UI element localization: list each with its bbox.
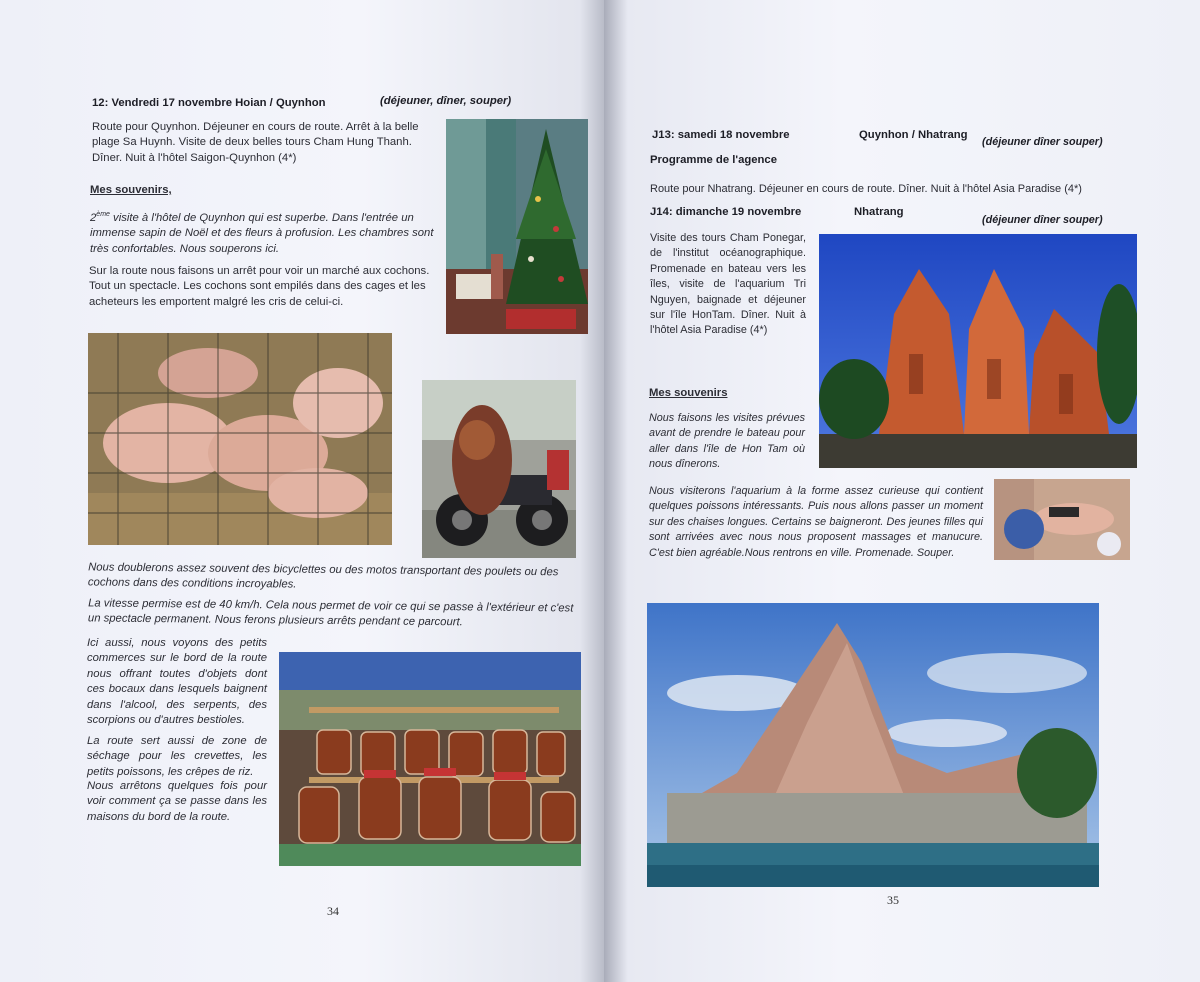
pigs-in-cages-photo xyxy=(88,333,392,545)
motorbike-chickens-photo xyxy=(422,380,576,558)
day-12-meals: (déjeuner, dîner, souper) xyxy=(380,95,512,107)
j13-title: J13: samedi 18 novembre xyxy=(652,129,790,141)
roadside-jars-photo xyxy=(279,652,581,866)
christmas-tree-photo xyxy=(446,119,588,334)
shops-paragraph: Ici aussi, nous voyons des petits commerces sur le bord de la route nous offrant toutes d'objets dont ces bocaux dans lesquels baignent dans l'alcool, des serpents, des scorpions ou d'autres bestioles. xyxy=(87,637,267,727)
beach-massage-photo xyxy=(994,479,1130,560)
left-souvenir-2: Sur la route nous faisons un arrêt pour voir un marché aux cochons. Tout un spectacle. Les cochons sont empilés dans des cages et les acheteurs les emportent malgré les cris de celui-ci. xyxy=(89,265,430,308)
left-souvenirs-heading: Mes souvenirs, xyxy=(90,184,172,196)
right-souvenir-1: Nous faisons les visites prévues avant de prendre le bateau pour aller dans l'île de Hon Tam où nous dînerons. xyxy=(649,412,805,471)
j14-programme: Visite des tours Cham Ponegar, de l'institut océanographique. Promenade en bateau vers les îles, visite de l'aquarium Tri Nguyen, baignade et déjeuner sur l'île HonTam. Dîner. Nuit à l'hôtel Asia Paradise (4*) xyxy=(650,232,806,337)
right-page xyxy=(604,0,1200,982)
page-number-34: 34 xyxy=(327,904,339,918)
page-number-35: 35 xyxy=(887,893,899,907)
day-12-title: 12: Vendredi 17 novembre Hoian / Quynhon xyxy=(92,97,326,109)
left-souvenir-1: 2ème visite à l'hôtel de Quynhon qui est superbe. Dans l'entrée un immense sapin de Noël et des fleurs à profusion. Les chambres sont très confortables. Nous souperons ici. xyxy=(90,211,434,255)
j14-title: J14: dimanche 19 novembre xyxy=(650,206,802,218)
right-souvenirs-heading: Mes souvenirs xyxy=(649,387,728,399)
stop-paragraph: Nous arrêtons quelques fois pour voir comment ça se passe dans les maisons du bord de la route. xyxy=(87,780,267,823)
j13-meals: (déjeuner dîner souper) xyxy=(982,136,1103,148)
j14-meals: (déjeuner dîner souper) xyxy=(982,214,1103,226)
j13-route: Quynhon / Nhatrang xyxy=(859,129,968,141)
day-12-programme: Route pour Quynhon. Déjeuner en cours de route. Arrêt à la belle plage Sa Huynh. Visite de deux belles tours Cham Hung Thanh. Dîner. Nuit à l'hôtel Saigon-Quynhon (4*) xyxy=(92,121,419,164)
speed-paragraph: La vitesse permise est de 40 km/h. Cela nous permet de voir ce qui se passe à l'extérieur et c'est un spectacle permanent. Nous ferons plusieurs arrêts pendant ce parcourt. xyxy=(87,597,574,629)
programme-heading: Programme de l'agence xyxy=(650,154,778,166)
bicycles-paragraph: Nous doublerons assez souvent des bicyclettes ou des motos transportant des poulets ou des cochons dans des conditions incroyables. xyxy=(87,561,559,591)
cham-towers-photo xyxy=(819,234,1137,468)
drying-paragraph: La route sert aussi de zone de séchage pour les crevettes, les petits poissons, les crêpes de riz. xyxy=(87,735,267,778)
right-souvenir-2: Nous visiterons l'aquarium à la forme assez curieuse qui contient quelques poissons intéressants. Puis nous allons passer un moment sur des chaises longues. Certains se baigneront. Des jeunes filles qui sont arrivées avec nous nous proposent massages et manucure. C'est bien agréable.Nous rentrons en ville. Promenade. Souper. xyxy=(649,485,983,559)
j13-programme: Route pour Nhatrang. Déjeuner en cours de route. Dîner. Nuit à l'hôtel Asia Paradise (4*) xyxy=(650,183,1082,195)
aquarium-building-photo xyxy=(647,603,1099,887)
j14-place: Nhatrang xyxy=(854,206,904,218)
